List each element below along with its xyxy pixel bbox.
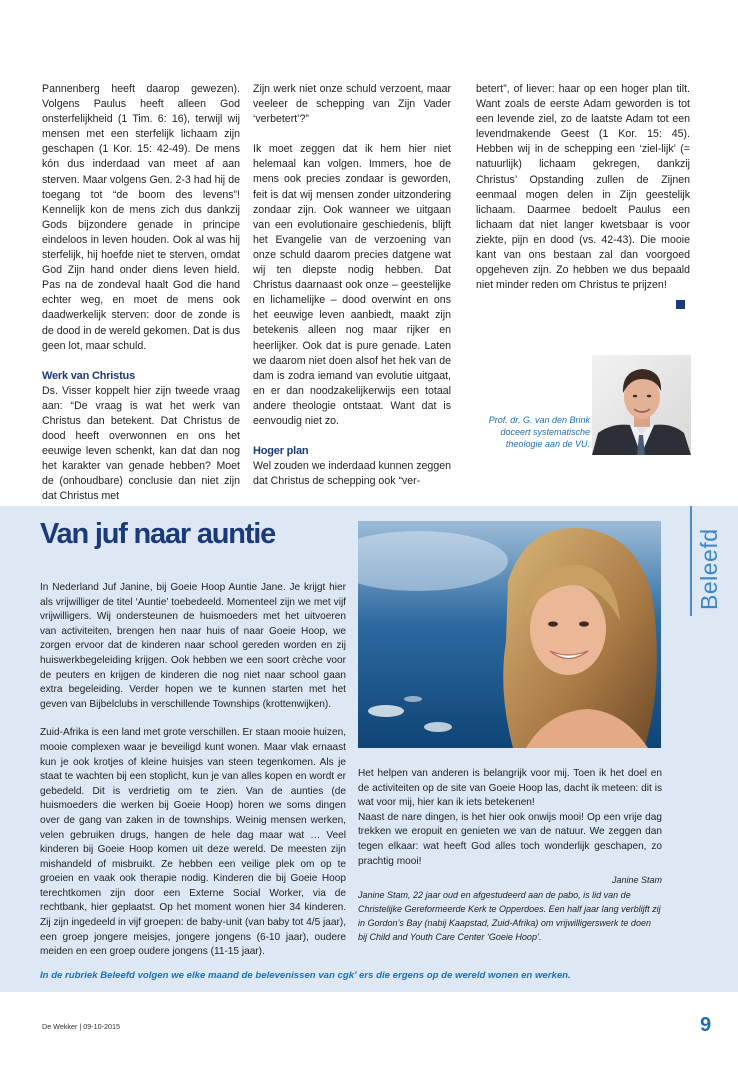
article-column-2 [253,82,451,489]
portrait-caption: Prof. dr. G. van den Brink doceert systematische theologie aan de VU. [488,415,590,449]
article-paragraph: Ik moet zeggen dat ik hem hier niet helemaal kan volgen. Immers, hoe de mens ook precies zondaar is geworden, feit is dat wij mensen zonder uitzondering zondaar zijn. Ook wanneer we uitgaan van een evolutionaire geschiedenis, blijft het Evangelie van de verzoening van onze schuld daarom precies datgene wat wij ten diepste nodig hebben. Dat Christus daarnaast ook onze – geestelijke en lichamelijke – dood overwint en ons het eeuwige leven aanbiedt, maakt zijn betekenis alleen nog maar rijker en heerlijker. Ook dat is pure genade. Laten we daarom niet doen alsof het hek van de dam is zodra iemand van evolutie uitgaat, en er dan noodzakelijkerwijs een totaal andere theologie ontstaat. Want dat is eenvoudig niet zo. [253,143,451,427]
feature-paragraph: Het helpen van anderen is belangrijk voor mij. Toen ik het doel en de activiteiten op de site van Goeie Hoop las, dacht ik meteen: dit is wat voor mij, hier kan ik iets betekenen! [358,768,662,809]
author-signoff: Janine Stam [611,875,662,886]
subheading-hoger-plan: Hoger plan [253,445,309,458]
article-end-mark-icon [676,300,685,309]
section-tab [690,506,738,616]
page-number: 9 [700,1014,712,1036]
article-paragraph: Wel zouden we inderdaad kunnen zeggen dat Christus de schepping ook “ver- [253,460,451,488]
rubric-footnote: In de rubriek Beleefd volgen we elke maand de belevenissen van cgk’ ers die ergens op de wereld wonen en werken. [40,970,571,981]
article-paragraph: betert”, of liever: haar op een hoger plan tilt. Want zoals de eerste Adam geworden is tot een levende ziel, zo de laatste Adam tot een levendmakende Geest (1 Kor. 15: 45). Hebben wij in de schepping een ‘ziel-lijk’ (= natuurlijk) lichaam gekregen, dankzij Christus’ Opstanding zullen de Zijnen eenmaal mogen delen in Zijn geestelijk lichaam. Daarmee bedoelt Paulus een lichaam dat niet langer kwetsbaar is voor ziekte, pijn en dood (vs. 42-43). Die mooie kant van ons bestaan zal dan voorgoed opgeheven zijn. Zo hebben we dus bepaald niet minder reden om Christus te prijzen! [476,83,690,292]
subheading-werk-van-christus: Werk van Christus [42,369,135,382]
issue-footer: De Wekker | 09-10-2015 [42,1022,121,1031]
feature-left-column [40,581,346,960]
feature-photo [358,521,661,748]
feature-paragraph: Zuid-Afrika is een land met grote verschillen. Er staan mooie huizen, mooie complexen waar je beveiligd kunt wonen. Maar vlak ernaast kun je ook krotjes of kleine huisjes van steen tegenkomen. Als je staat te wachten bij een stoplicht, kun je van alles kopen en wordt er gebedeld. Dit is verdrietig om te zien. Van de aunties (de huismoeders die werken bij Goeie Hoop) horen we soms dingen over de gang van zaken in de townships. Weinig mensen werken, velen gebruiken drugs, hangen de hele dag maar wat … Veel kinderen bij Goeie Hoop komen uit deze wereld. De meesten zijn mishandeld of misbruikt. Ze hebben een veilige plek om op te groeien en vaak ook therapie nodig. Kinderen die bij Goeie Hoop terechtkomen zijn door een Externe Social Worker, via de rechtbank, hier geplaatst. Op het moment wonen hier 34 kinderen. Zij zijn ingedeeld in vijf groepen: de baby-unit (van baby tot 4/5 jaar), een groep jongere meisjes, jongere jongens (6-10 jaar), oudere meiden en een groep oudere jongens (11-15 jaar). [40,727,346,958]
article-column-1 [42,82,240,505]
feature-paragraph: In Nederland Juf Janine, bij Goeie Hoop Auntie Jane. Je krijgt hier als vrijwilliger de titel ‘Auntie’ toebedeeld. Momenteel zijn we met vijf vrijwilligers. Wij ondersteunen de huismoeders met het uitvoeren van activiteiten, brengen hen naar huis of naar Goeie Hoop, we zorgen ervoor dat de kinderen naar school gereden worden en zij huiswerkbegeleiding krijgen. Ook hebben we een soort crèche voor de peuters en krijgen de kinderen die nog niet naar school gaan extra begeleiding. Verder hopen we te kunnen starten met het geven van Bijbelclubs in verschillende Townships (krottenwijken). [40,582,346,710]
feature-title: Van juf naar auntie [40,518,276,550]
feature-right-column [358,767,662,944]
article-paragraph: Pannenberg heeft daarop gewezen). Volgens Paulus heeft alleen God onsterfelijkheid (1 Tim. 6: 16), terwijl wij mensen met een sterfelijk lichaam zijn geschapen (1 Kor. 15: 42-49). De mens kón dus inderdaad van meet af aan sterven. Maar volgens Gen. 2-3 had hij de toegang tot “de boom des levens”! Kennelijk kon de mens zich dus dankzij Gods bijzondere genade in principe eindeloos in leven houden. Ook al was hij sterfelijk, hij hoefde niet te sterven, omdat God Zijn hand onder diens leven hield. Pas na de zondeval haalt God die hand echter weg, en moet de mens ook daadwerkelijk sterven: door de zonde is de dood in de wereld gekomen. Dat is dus geen lot, maar schuld. [42,83,240,352]
author-bio: Janine Stam, 22 jaar oud en afgestudeerd aan de pabo, is lid van de Christelijke Gereformeerde Kerk te Opperdoes. Een half jaar lang verblijft zij in Gordon’s Bay (nabij Kaapstad, Zuid-Afrika) om vrijwilligerswerk te doen bij Child and Youth Care Center ‘Goeie Hoop’. [358,889,661,942]
feature-paragraph: Naast de nare dingen, is het hier ook onwijs mooi! Op een vrije dag trekken we eropuit en genieten we van de natuur. We zeggen dan tegen elkaar: wat heeft God alles toch wonderlijk geschapen, zo prachtig mooi! [358,811,662,867]
article-paragraph: Ds. Visser koppelt hier zijn tweede vraag aan: “De vraag is wat het werk van Christus dan betekent. Dat Christus de dood heeft overwonnen en ons het eeuwige leven schenkt, kan dat dan nog het karakter van genade hebben? Moet de (onhoudbare) conclusie dan niet zijn dat Christus met [42,384,240,503]
author-portrait-photo [592,355,691,455]
article-paragraph: Zijn werk niet onze schuld verzoent, maar veeleer de schepping van Zijn Vader ‘verbetert’?” [253,83,451,126]
section-label: Beleefd [696,528,722,610]
article-column-3 [476,82,690,293]
